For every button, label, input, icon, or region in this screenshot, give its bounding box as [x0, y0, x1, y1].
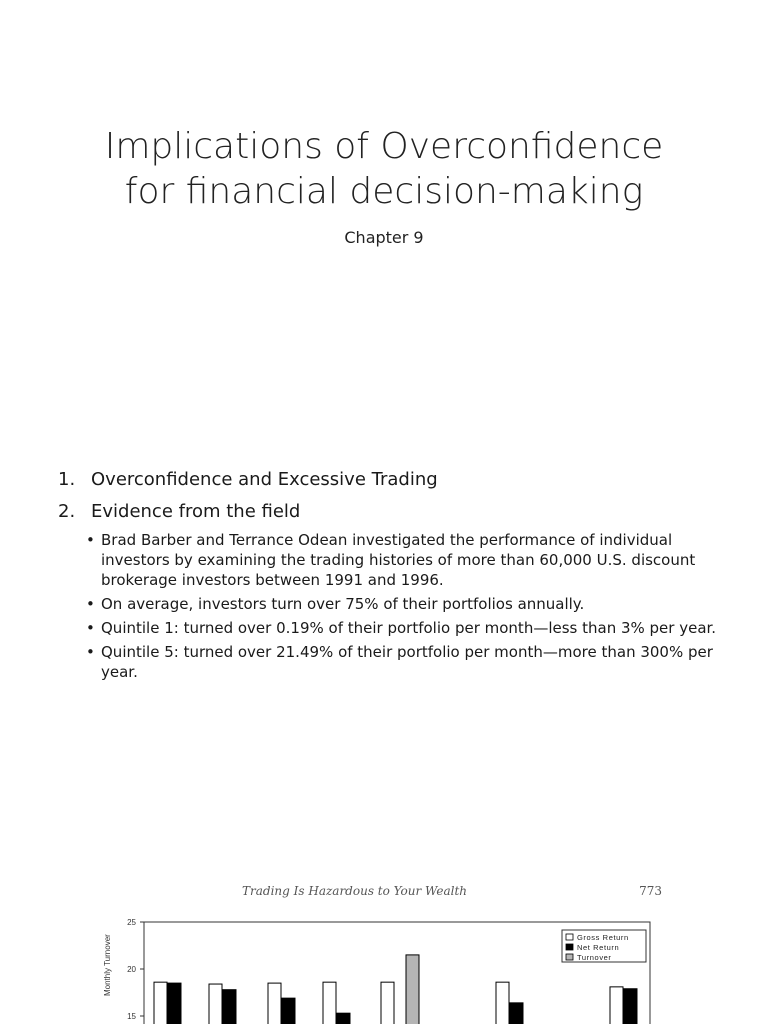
legend-swatch [566, 934, 573, 940]
scanned-page-header [242, 884, 662, 900]
gross-return-bar [610, 987, 623, 1024]
numbered-item-1 [58, 468, 718, 492]
slide-subtitle: Chapter 9 [344, 228, 424, 247]
scanned-running-title: Trading Is Hazardous to Your Wealth [242, 884, 468, 898]
slide-title-line-1: Implications of Overconfidence [104, 126, 664, 167]
item-text: Overconfidence and Excessive Trading [91, 469, 438, 490]
bullet-item: • Quintile 1: turned over 0.19% of their portfolio per month—less than 3% per year. [86, 618, 718, 638]
turnover-chart [100, 910, 668, 1024]
item-number: 1. [58, 469, 76, 490]
slide-title-line-2: for financial decision-making [124, 171, 644, 212]
slide-body [58, 468, 718, 686]
legend-entry: Net Return [577, 943, 620, 952]
legend-entry: Gross Return [577, 933, 629, 942]
legend-swatch [566, 944, 573, 950]
net-return-bar [282, 998, 295, 1024]
gross-return-bar [268, 983, 281, 1024]
scanned-page-number: 773 [639, 884, 662, 898]
gross-return-bar [209, 984, 222, 1024]
net-return-bar [337, 1013, 350, 1024]
bullet-list [86, 530, 718, 682]
y-tick-label: 25 [127, 918, 136, 927]
item-text: Evidence from the field [91, 501, 301, 522]
bullet-item: • On average, investors turn over 75% of their portfolios annually. [86, 594, 718, 614]
net-return-bar [624, 989, 637, 1024]
y-tick-label: 20 [127, 965, 136, 974]
net-return-bar [510, 1003, 523, 1024]
turnover-bar [406, 955, 419, 1024]
gross-return-bar [154, 982, 167, 1024]
legend-entry: Turnover [577, 953, 612, 962]
bullet-item: • Quintile 5: turned over 21.49% of their portfolio per month—more than 300% per year. [86, 642, 718, 682]
gross-return-bar [381, 982, 394, 1024]
slide-title [0, 124, 768, 214]
y-axis-label: Monthly Turnover [103, 934, 112, 996]
gross-return-bar [323, 982, 336, 1024]
item-number: 2. [58, 501, 76, 522]
net-return-bar [223, 990, 236, 1024]
y-tick-label: 15 [127, 1012, 136, 1021]
gross-return-bar [496, 982, 509, 1024]
numbered-item-2 [58, 500, 718, 524]
net-return-bar [168, 983, 181, 1024]
legend-swatch [566, 954, 573, 960]
bullet-item: • Brad Barber and Terrance Odean investigated the performance of individual investors by examining the trading histories of more than 60,000 U.S. discount brokerage investors between 1991 and 1996. [86, 530, 718, 590]
